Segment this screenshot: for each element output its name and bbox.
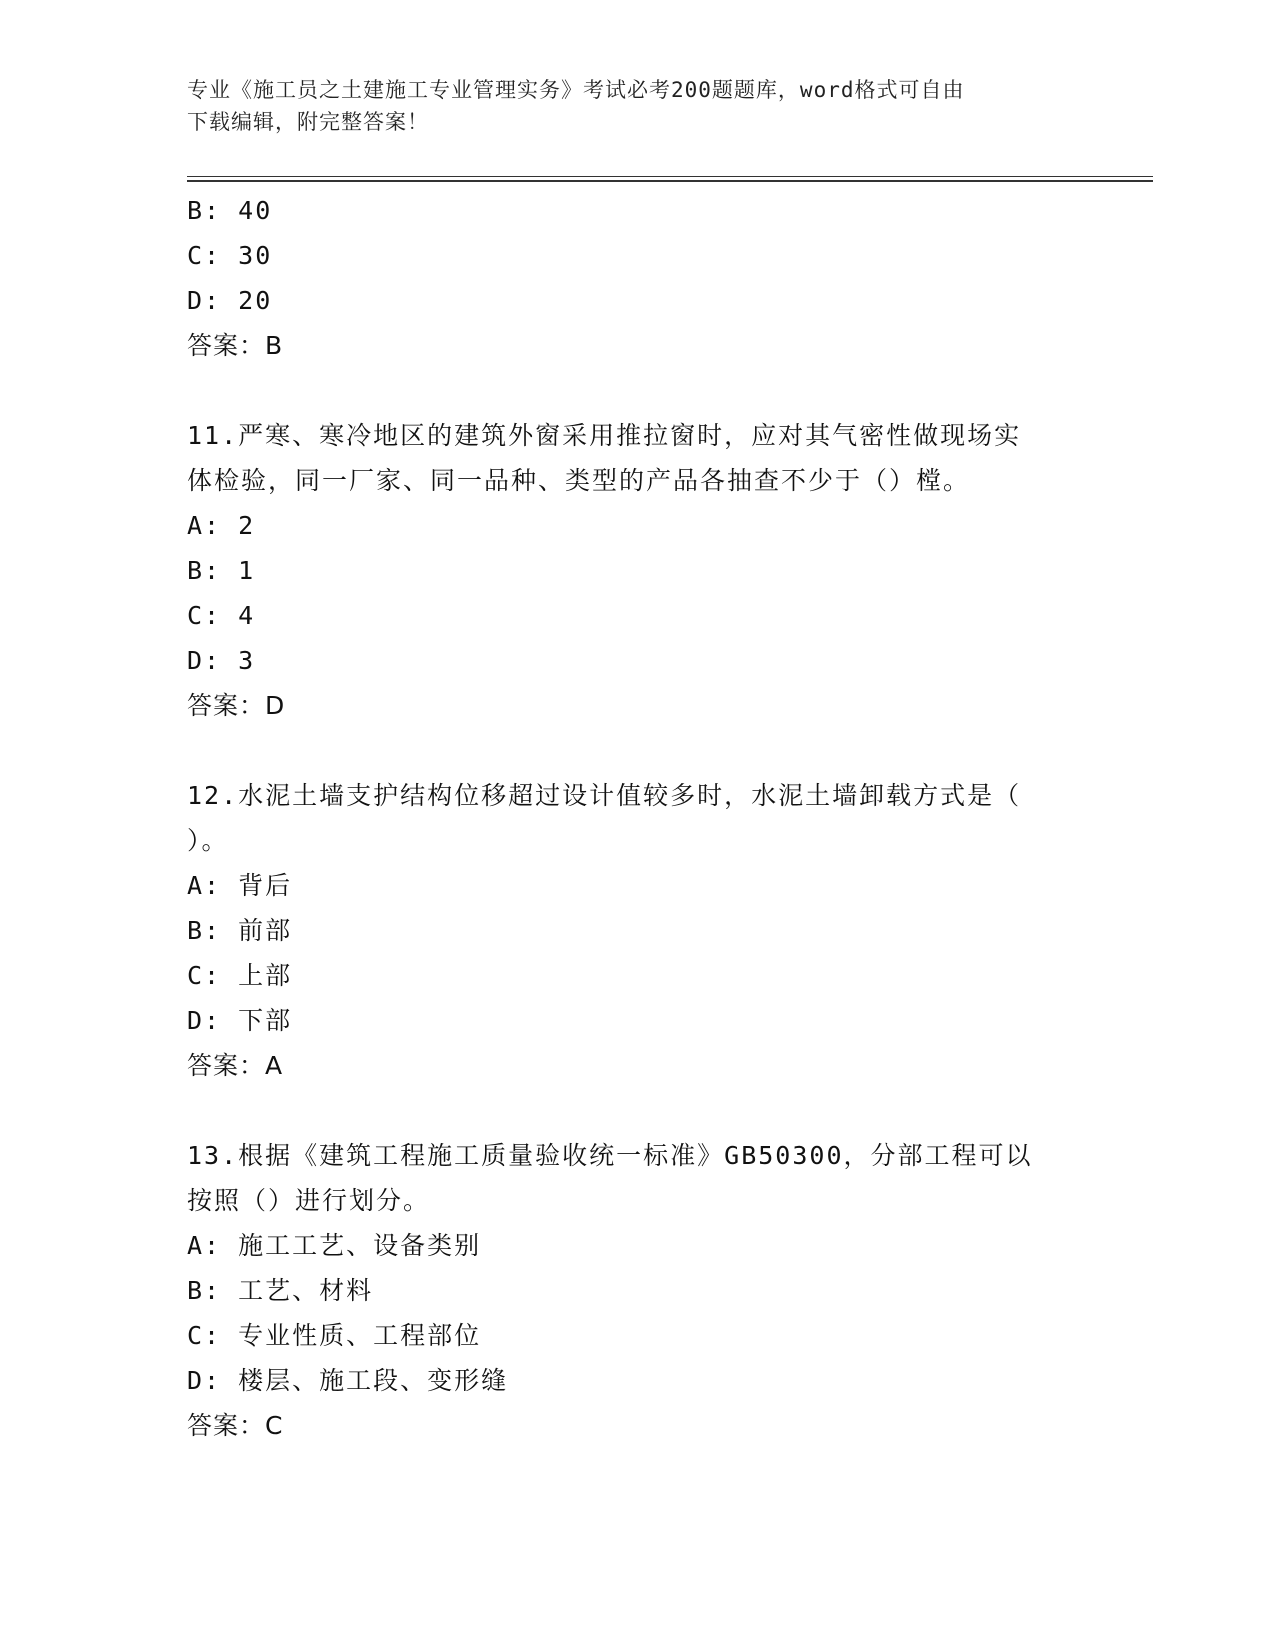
answer-line: 答案：A (187, 1051, 284, 1080)
question-text-line-2: 按照（）进行划分。 (187, 1186, 431, 1215)
question-list (187, 188, 1087, 1448)
option-c: C: 专业性质、工程部位 (187, 1321, 482, 1350)
answer-line: 答案：B (187, 331, 284, 360)
question-text-line-2: 体检验，同一厂家、同一品种、类型的产品各抽查不少于（）樘。 (187, 466, 971, 495)
header-rule-thin (187, 176, 1153, 177)
option-b: B: 前部 (187, 916, 293, 945)
spacer (187, 1088, 1087, 1133)
option-d: D: 3 (187, 646, 256, 675)
option-b: B: 40 (187, 196, 273, 225)
option-c: C: 4 (187, 601, 256, 630)
option-b: B: 工艺、材料 (187, 1276, 374, 1305)
option-c: C: 上部 (187, 961, 293, 990)
spacer (187, 728, 1087, 773)
header-line-2: 下载编辑，附完整答案！ (187, 110, 429, 134)
question-text-line-1: 11.严寒、寒冷地区的建筑外窗采用推拉窗时，应对其气密性做现场实 (187, 421, 1022, 450)
spacer (187, 368, 1087, 413)
question-text-line-1: 12.水泥土墙支护结构位移超过设计值较多时，水泥土墙卸载方式是（ (187, 781, 1022, 810)
question-10-continued (187, 188, 1087, 368)
option-d: D: 楼层、施工段、变形缝 (187, 1366, 509, 1395)
answer-line: 答案：C (187, 1411, 284, 1440)
question-12 (187, 773, 1087, 1088)
question-13 (187, 1133, 1087, 1448)
header-rule-thick (187, 180, 1153, 182)
question-text-line-1: 13.根据《建筑工程施工质量验收统一标准》GB50300，分部工程可以 (187, 1141, 1033, 1170)
answer-line: 答案：D (187, 691, 286, 720)
option-a: A: 施工工艺、设备类别 (187, 1231, 482, 1260)
option-c: C: 30 (187, 241, 273, 270)
option-b: B: 1 (187, 556, 256, 585)
header-line-1: 专业《施工员之土建施工专业管理实务》考试必考200题题库，word格式可自由 (187, 78, 965, 102)
option-d: D: 下部 (187, 1006, 293, 1035)
page-header (187, 74, 1067, 138)
option-a: A: 背后 (187, 871, 293, 900)
question-11 (187, 413, 1087, 728)
question-text-line-2: ）。 (187, 826, 229, 855)
option-d: D: 20 (187, 286, 273, 315)
option-a: A: 2 (187, 511, 256, 540)
